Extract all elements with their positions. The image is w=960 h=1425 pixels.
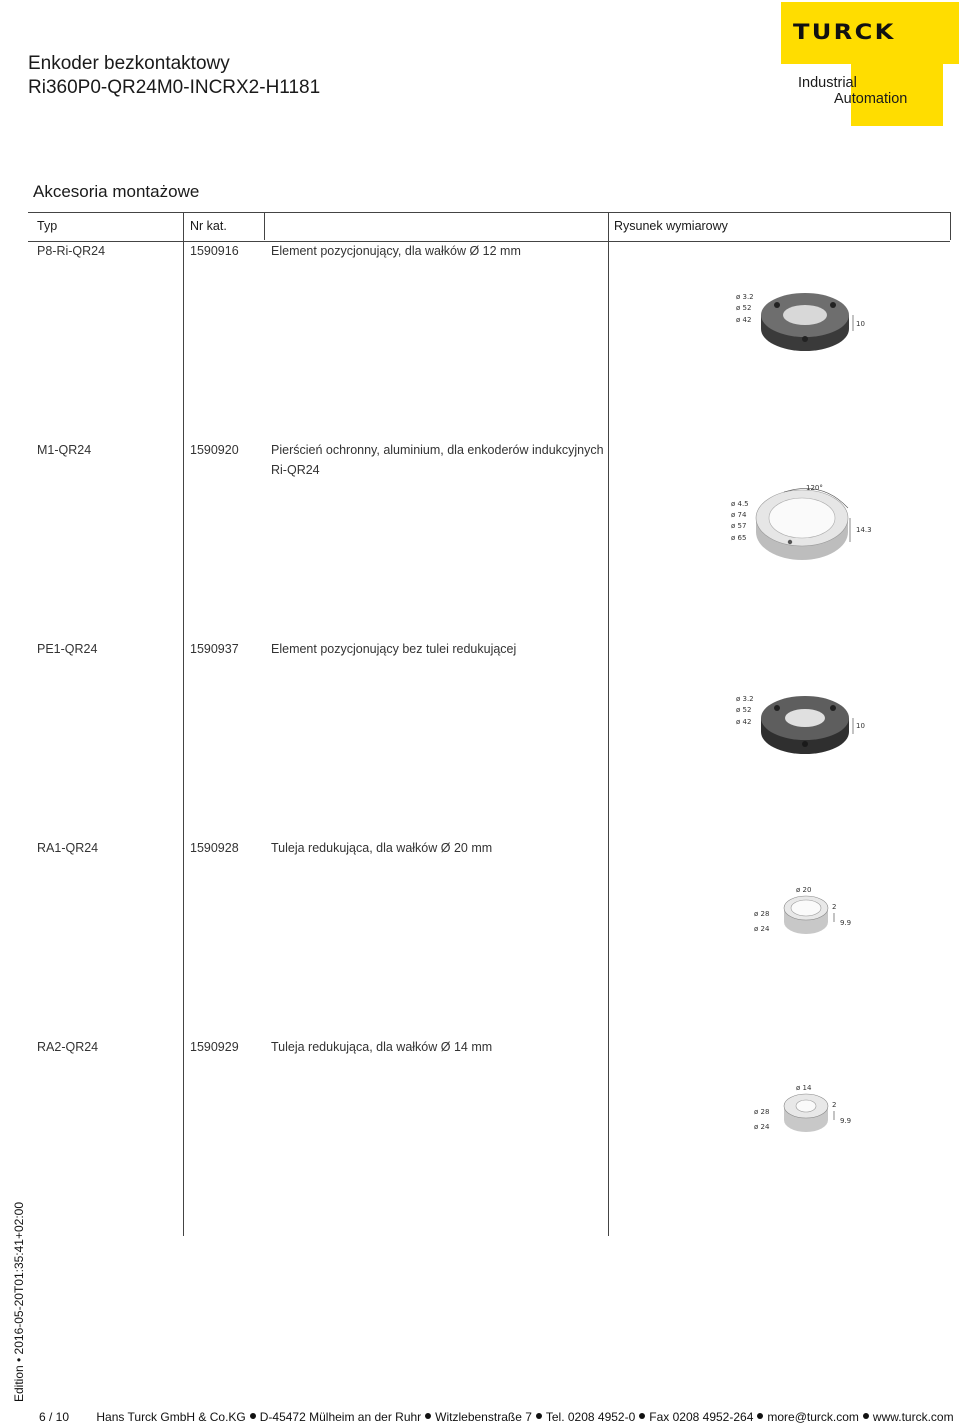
m1-dim-2: ø 74: [731, 511, 747, 519]
company-website: www.turck.com: [872, 1410, 954, 1424]
ra2-dim-1: ø 14: [796, 1084, 812, 1092]
row-4-desc: Tuleja redukująca, dla wałków Ø 20 mm: [271, 841, 493, 855]
row-2-desc: Pierścień ochronny, aluminium, dla enkoderów indukcyjnych: [271, 443, 604, 457]
separator-dot-icon: [757, 1413, 763, 1419]
separator-dot-icon: [250, 1413, 256, 1419]
row-2-type: M1-QR24: [37, 443, 92, 457]
drawing-ra1-qr24: [748, 880, 858, 945]
pe1-dim-2: ø 52: [736, 706, 752, 714]
ra2-dim-5: 9.9: [840, 1117, 852, 1125]
company-email: more@turck.com: [767, 1410, 859, 1424]
pe1-dim-4: 10: [856, 722, 865, 730]
drawing-ra2-qr24: [748, 1078, 858, 1143]
ra1-dim-5: 9.9: [840, 919, 852, 927]
separator-dot-icon: [863, 1413, 869, 1419]
table-header: [28, 212, 950, 242]
drawing-pe1-qr24: [725, 688, 875, 760]
company-address: D-45472 Mülheim an der Ruhr: [259, 1410, 422, 1424]
p8-dim-2: ø 52: [736, 304, 752, 312]
row-5-desc: Tuleja redukująca, dla wałków Ø 14 mm: [271, 1040, 493, 1054]
document-title: [28, 52, 320, 100]
section-title: Akcesoria montażowe: [33, 182, 200, 201]
row-5-type: RA2-QR24: [37, 1040, 99, 1054]
row-1-desc: Element pozycjonujący, dla wałków Ø 12 mm: [271, 244, 521, 258]
ra1-dim-3: ø 24: [754, 925, 770, 933]
row-1-catno: 1590916: [190, 244, 239, 258]
column-divider-1: [183, 212, 184, 1236]
row-3-type: PE1-QR24: [37, 642, 98, 656]
row-2-catno: 1590920: [190, 443, 239, 457]
row-4-type: RA1-QR24: [37, 841, 99, 855]
column-divider-4: [950, 212, 951, 240]
tagline-line-2: Automation: [834, 91, 908, 107]
tagline-line-1: Industrial: [798, 75, 857, 91]
pe1-dim-1: ø 3.2: [736, 695, 754, 703]
company-street: Witzlebenstraße 7: [435, 1410, 532, 1424]
separator-dot-icon: [639, 1413, 645, 1419]
row-4-catno: 1590928: [190, 841, 239, 855]
m1-dim-5: 14.3: [856, 526, 872, 534]
page-footer: [39, 1410, 954, 1424]
separator-dot-icon: [425, 1413, 431, 1419]
ra1-dim-1: ø 20: [796, 886, 812, 894]
header-type: Typ: [37, 219, 58, 233]
row-1-type: P8-Ri-QR24: [37, 244, 106, 258]
ra2-dim-3: ø 24: [754, 1123, 770, 1131]
row-5-catno: 1590929: [190, 1040, 239, 1054]
drawing-p8-ri-qr24: [725, 285, 875, 357]
header-catno: Nr kat.: [190, 219, 227, 233]
ra1-dim-2: ø 28: [754, 910, 770, 918]
p8-dim-3: ø 42: [736, 316, 752, 324]
company-fax: Fax 0208 4952-264: [649, 1410, 754, 1424]
header-drawing: Rysunek wymiarowy: [614, 219, 728, 233]
ra2-dim-2: ø 28: [754, 1108, 770, 1116]
company-phone: Tel. 0208 4952-0: [545, 1410, 636, 1424]
m1-dim-1: ø 4.5: [731, 500, 749, 508]
turck-logo: TURCK: [793, 20, 896, 44]
ra2-dim-4: 2: [832, 1101, 837, 1109]
ra1-dim-4: 2: [832, 903, 837, 911]
drawing-m1-qr24: [726, 480, 876, 565]
title-line-2: Ri360P0-QR24M0-INCRX2-H1181: [28, 77, 321, 98]
row-3-desc: Element pozycjonujący bez tulei redukującej: [271, 642, 517, 656]
edition-stamp: Edition • 2016-05-20T01:35:41+02:00: [12, 1201, 26, 1402]
p8-dim-1: ø 3.2: [736, 293, 754, 301]
separator-dot-icon: [536, 1413, 542, 1419]
column-divider-3: [608, 212, 609, 1236]
m1-dim-3: ø 57: [731, 522, 747, 530]
title-line-1: Enkoder bezkontaktowy: [28, 53, 230, 74]
brand-tagline: [798, 75, 907, 107]
p8-dim-4: 10: [856, 320, 865, 328]
m1-dim-4: ø 65: [731, 534, 747, 542]
page-number: 6 / 10: [39, 1410, 70, 1424]
m1-angle: 120°: [806, 484, 823, 492]
row-2-desc-line-2: Ri-QR24: [271, 463, 320, 477]
company-name: Hans Turck GmbH & Co.KG: [96, 1410, 246, 1424]
pe1-dim-3: ø 42: [736, 718, 752, 726]
column-divider-2: [264, 212, 265, 240]
row-3-catno: 1590937: [190, 642, 239, 656]
